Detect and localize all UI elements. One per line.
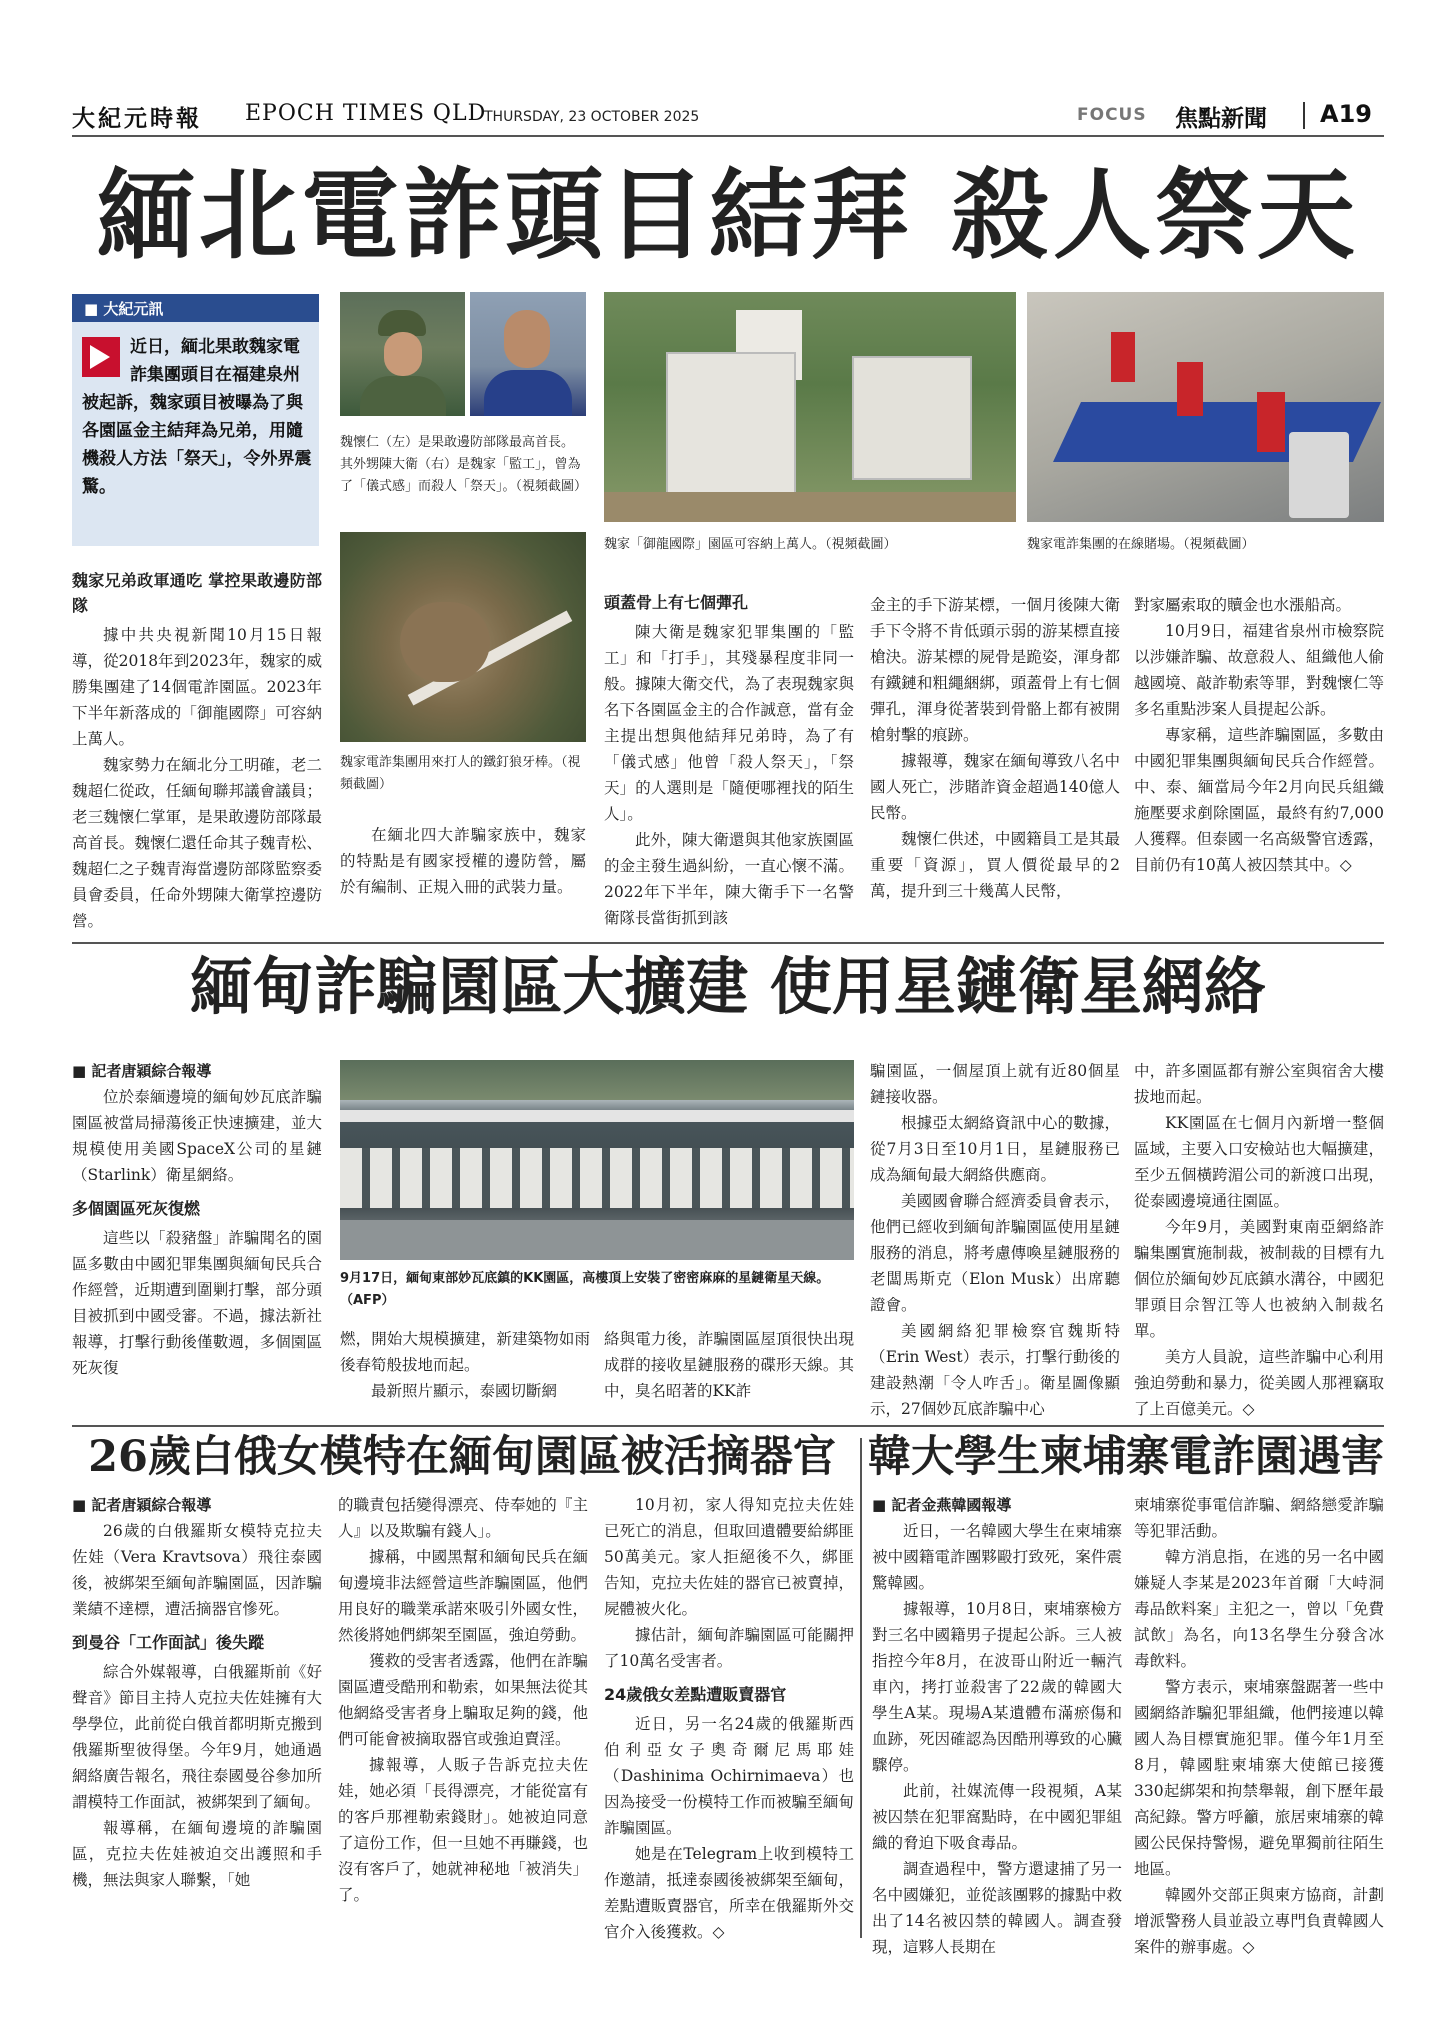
issue-date: THURSDAY, 23 OCTOBER 2025 xyxy=(484,109,700,125)
story2-column3: 絡與電力後，詐騙園區屋頂很快出現成群的接收星鏈服務的碟形天線。其中，臭名昭著的KK詐 xyxy=(604,1330,854,1400)
page-number: A19 xyxy=(1320,100,1372,128)
photo-online-casino xyxy=(1027,292,1384,522)
column-separator xyxy=(860,1438,862,1938)
story1-rule xyxy=(72,942,1384,944)
story3-headline: 26歲白俄女模特在緬甸園區被活摘器官 xyxy=(88,1432,836,1482)
story1-column3: 頭蓋骨上有七個彈孔 陳大衛是魏家犯罪集團的「監工」和「打手」，其殘暴程度非同一般。據陳大衛交代，為了表現魏家與名下各園區金主的合作誠意，當有金主提出想與他結拜兄弟時，為了有「儀式感」他曾「殺人祭天」，「祭天」的人選則是「隨便哪裡找的陌生人」。 此外，陳大衛還與其他家族園區的金主發生過糾紛，一直心懷不滿。2022年下半年，陳大衛手下一名警衛隊長當街抓到該 xyxy=(604,582,854,931)
story3-subhead2: 24歲俄女差點遭販賣器官 xyxy=(604,1685,787,1704)
story1-column4: 金主的手下游某標，一個月後陳大衛手下令將不肯低頭示弱的游某標直接槍決。游某標的屍骨是跪姿，渾身都有鐵鏈和粗繩綑綁，頭蓋骨上有七個彈孔，渾身從著裝到骨骼上都有被開槍射擊的痕跡。 據報導，魏家在緬甸導致八名中國人死亡，涉賭詐資金超過140億人民幣。 魏懷仁供述，中國籍員工是其最重要「資源」，買人價從最早的2萬，提升到三十幾萬人民幣， xyxy=(870,596,1120,900)
story3-reporter: ■ 記者唐穎綜合報導 xyxy=(72,1496,212,1514)
caption-photo4: 魏家電詐集團用來打人的鐵釘狼牙棒。（視頻截圖） xyxy=(340,755,581,792)
header-divider xyxy=(1303,102,1305,129)
story1-column1: 魏家兄弟政軍通吃 掌控果敢邊防部隊 據中共央視新聞10月15日報導，從2018年到2023年，魏家的威勝集團建了14個電詐園區。2023年下半年新落成的「御龍國際」可容納上萬人。 魏家勢力在緬北分工明確，老二魏超仁從政，任緬甸聯邦議會議員；老三魏懷仁掌軍，是果敢邊防部隊最高首長。魏懷仁還任命其子魏青松、魏超仁之子魏青海當邊防部隊監察委員會委員，任命外甥陳大衛掌控邊防營。 xyxy=(72,560,322,934)
photo-kk-park-starlink xyxy=(340,1060,854,1260)
story1-column5: 對家屬索取的贖金也水漲船高。 10月9日，福建省泉州市檢察院以涉嫌詐騙、故意殺人、組織他人偷越國境、敲詐勒索等罪，對魏懷仁等多名重點涉案人員提起公訴。 專家稱，這些詐騙園區，多數由中國犯罪集團與緬甸民兵合作經營。中、泰、緬當局今年2月向民兵組織施壓要求剷除園區，最終有約7,000人獲釋。但泰國一名高級警官透露，目前仍有10萬人被囚禁其中。◇ xyxy=(1134,596,1384,874)
story2-reporter: ■ 記者唐穎綜合報導 xyxy=(72,1062,212,1080)
story4-reporter: ■ 記者金燕韓國報導 xyxy=(872,1496,1012,1514)
story4-headline: 韓大學生柬埔寨電詐園遇害 xyxy=(868,1432,1384,1482)
header-rule xyxy=(72,135,1384,137)
photo-spiked-club xyxy=(340,532,586,742)
story1-lead: 近日，緬北果敢魏家電詐集團頭目在福建泉州被起訴，魏家頭目被曝為了與各園區金主結拜為兄弟，用隨機殺人方法「祭天」，令外界震驚。 xyxy=(82,337,312,497)
caption-photo2: 魏家「御龍國際」園區可容納上萬人。（視頻截圖） xyxy=(604,537,897,552)
story2-subhead: 多個園區死灰復燃 xyxy=(72,1199,201,1218)
story2-rule xyxy=(72,1425,1384,1427)
masthead-brand: 大紀元時報 xyxy=(72,105,202,132)
story2-column5: 中，許多園區都有辦公室與宿舍大樓拔地而起。 KK園區在七個月內新增一整個區域，主要入口安檢站也大幅擴建，至少五個橫跨湄公司的新渡口出現，從泰國邊境通往園區。 今年9月，美國對東南亞網絡詐騙集團實施制裁，被制裁的目標有九個位於緬甸妙瓦底鎮水溝谷，中國犯罪頭目佘智江等人也被納入制裁名單。 美方人員說，這些詐騙中心利用強迫勞動和暴力，從美國人那裡竊取了上百億美元。◇ xyxy=(1134,1062,1384,1418)
photo-yulong-compound xyxy=(604,292,1016,522)
story1-subhead2: 頭蓋骨上有七個彈孔 xyxy=(604,593,749,612)
photo-chen-dawei xyxy=(470,292,586,416)
photo-wei-huairen xyxy=(340,292,465,416)
story2-caption: 9月17日，緬甸東部妙瓦底鎮的KK園區，高樓頂上安裝了密密麻麻的星鏈衛星天線。（AFP） xyxy=(340,1271,830,1308)
story4-column2: 柬埔寨從事電信詐騙、網絡戀愛詐騙等犯罪活動。 韓方消息指，在逃的另一名中國嫌疑人李某是2023年首爾「大峙洞毒品飲料案」主犯之一，曾以「免費試飲」為名，向13名學生分發含冰毒飲料。 警方表示，柬埔寨盤踞著一些中國網絡詐騙犯罪組織，他們接連以韓國人為目標實施犯罪。僅今年1月至8月，韓國駐柬埔寨大使館已接獲330起綁架和拘禁舉報，創下歷年最高紀錄。警方呼籲，旅居柬埔寨的韓國公民保持警惕，避免單獨前往陌生地區。 韓國外交部正與柬方協商，計劃增派警務人員並設立專門負責韓國人案件的辦事處。◇ xyxy=(1134,1496,1384,1956)
caption-photo3: 魏家電詐集團的在線賭場。（視頻截圖） xyxy=(1027,537,1255,552)
story3-column2: 的職責包括變得漂亮、侍奉她的『主人』以及欺騙有錢人」。 據稱，中國黑幫和緬甸民兵在緬甸邊境非法經營這些詐騙園區，他們用良好的職業承諾來吸引外國女性，然後將她們綁架至園區，強迫勞動。 獲救的受害者透露，他們在詐騙園區遭受酷刑和勒索，如果無法從其他網絡受害者身上騙取足夠的錢，他們可能會被摘取器官或強迫賣淫。 據報導，人販子告訴克拉夫佐娃，她必須「長得漂亮，才能從富有的客戶那裡勒索錢財」。她被迫同意了這份工作，但一旦她不再賺錢，也沒有客戶了，她就神秘地「被消失」了。 xyxy=(338,1496,588,1904)
story2-column2: 燃，開始大規模擴建，新建築物如雨後春筍般拔地而起。 最新照片顯示，泰國切斷網 xyxy=(340,1330,590,1400)
story2-column1: ■ 記者唐穎綜合報導 位於泰緬邊境的緬甸妙瓦底詐騙園區被當局掃蕩後正快速擴建，並大規模使用美國SpaceX公司的星鏈（Starlink）衛星網絡。 多個園區死灰復燃 這些以「殺豬盤」詐騙聞名的園區多數由中國犯罪集團與緬甸民兵合作經營，近期遭到圍剿打擊，部分頭目被抓到中國受審。不過，據法新社報導，打擊行動後僅數週，多個園區死灰復 xyxy=(72,1058,322,1381)
section-name: 焦點新聞 xyxy=(1175,106,1267,132)
story2-headline: 緬甸詐騙園區大擴建 使用星鏈衛星網絡 xyxy=(190,950,1266,1023)
story3-subhead1: 到曼谷「工作面試」後失蹤 xyxy=(72,1633,265,1652)
story2-column4: 騙園區，一個屋頂上就有近80個星鏈接收器。 根據亞太網絡資訊中心的數據，從7月3日至10月1日，星鏈服務已成為緬甸最大網絡供應商。 美國國會聯合經濟委員會表示，他們已經收到緬甸詐騙園區使用星鏈服務的消息，將考慮傳喚星鏈服務的老闆馬斯克（Elon Musk）出席聽證會。 美國網絡犯罪檢察官魏斯特（Erin West）表示，打擊行動後的建設熱潮「令人咋舌」。衛星圖像顯示，27個妙瓦底詐騙中心 xyxy=(870,1062,1120,1418)
story3-column3: 10月初，家人得知克拉夫佐娃已死亡的消息，但取回遺體要給綁匪50萬美元。家人拒絕後不久，綁匪告知，克拉夫佐娃的器官已被賣掉，屍體被火化。 據估計，緬甸詐騙園區可能關押了10萬名受害者。 24歲俄女差點遭販賣器官 近日，另一名24歲的俄羅斯西伯利亞女子奧奇爾尼馬耶娃（Dashinima Ochirnimaeva）也因為接受一份模特工作而被騙至緬甸詐騙園區。 她是在Telegram上收到模特工作邀請，抵達泰國後被綁架至緬甸，差點遭販賣器官，所幸在俄羅斯外交官介入後獲救。◇ xyxy=(604,1496,854,1941)
story1-source-label: ■ 大紀元訊 xyxy=(72,294,319,322)
masthead-edition: EPOCH TIMES QLD xyxy=(245,101,487,126)
arrow-icon xyxy=(82,337,120,377)
story4-column1: ■ 記者金燕韓國報導 近日，一名韓國大學生在柬埔寨被中國籍電詐團夥毆打致死，案件震驚韓國。 據報導，10月8日，柬埔寨檢方對三名中國籍男子提起公訴。三人被指控今年8月，在波哥山附近一輛汽車內，拷打並殺害了22歲的韓國大學生A某。現場A某遺體布滿瘀傷和血跡，死因確認為因酷刑導致的心臟驟停。 此前，社媒流傳一段視頻，A某被囚禁在犯罪窩點時，在中國犯罪組織的脅迫下吸食毒品。 調查過程中，警方還逮捕了另一名中國嫌犯，並從該團夥的據點中救出了14名被囚禁的韓國人。調查發現，這夥人長期在 xyxy=(872,1492,1122,1960)
story3-column1: ■ 記者唐穎綜合報導 26歲的白俄羅斯女模特克拉夫佐娃（Vera Kravtsova）飛往泰國後，被綁架至緬甸詐騙園區，因詐騙業績不達標，遭活摘器官慘死。 到曼谷「工作面試」後失蹤 綜合外媒報導，白俄羅斯前《好聲音》節目主持人克拉夫佐娃擁有大學學位，此前從白俄首都明斯克搬到俄羅斯聖彼得堡。今年9月，她通過網絡廣告報名，飛往泰國曼谷參加所謂模特工作面試，被綁架到了緬甸。 報導稱，在緬甸邊境的詐騙園區，克拉夫佐娃被迫交出護照和手機，無法與家人聯繫，「她 xyxy=(72,1492,322,1893)
story1-subhead1: 魏家兄弟政軍通吃 掌控果敢邊防部隊 xyxy=(72,571,322,615)
caption-photo1: 魏懷仁（左）是果敢邊防部隊最高首長。其外甥陳大衛（右）是魏家「監工」，曾為了「儀式感」而殺人「祭天」。（視頻截圖） xyxy=(340,435,588,494)
section-focus-label: FOCUS xyxy=(1077,105,1147,125)
story1-headline: 緬北電詐頭目結拜 殺人祭天 xyxy=(96,158,1360,273)
story1-column2: 在緬北四大詐騙家族中，魏家的特點是有國家授權的邊防營，屬於有編制、正規入冊的武裝力量。 xyxy=(340,826,586,896)
